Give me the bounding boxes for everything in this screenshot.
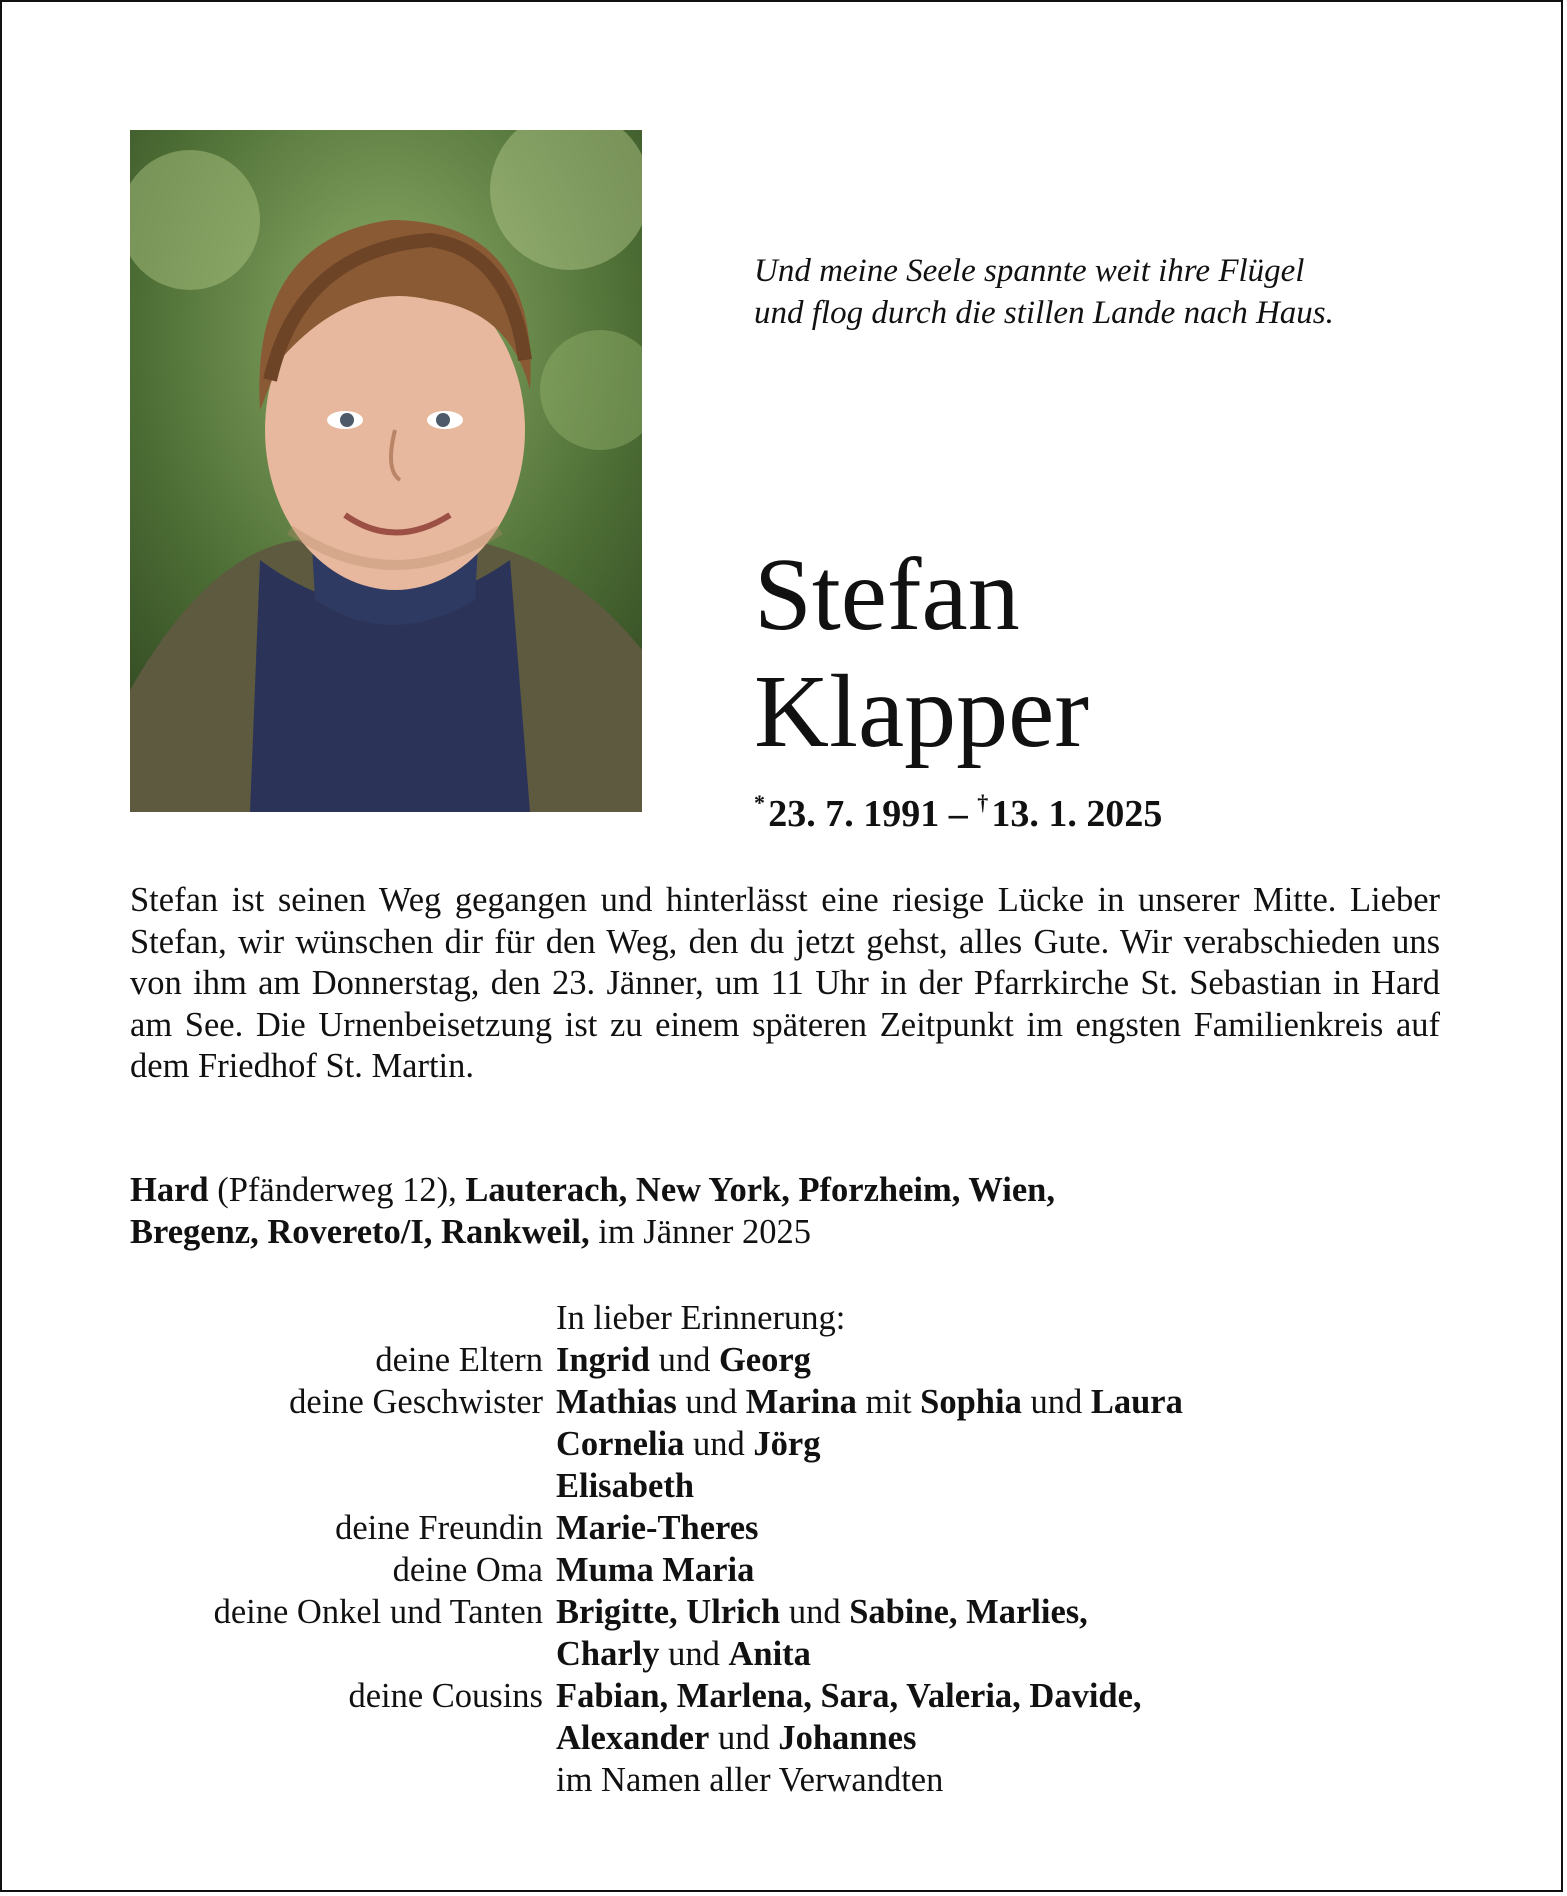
mourner-row (130, 1633, 1440, 1675)
place-hard: Hard (130, 1171, 209, 1209)
mourner-row (130, 1717, 1440, 1759)
mourner-name: Marie-Theres (556, 1509, 759, 1547)
date-separator: – (939, 793, 978, 835)
mourner-name: Alexander (556, 1719, 710, 1757)
mourner-names (556, 1549, 754, 1591)
mourner-name: Anita (728, 1635, 811, 1673)
death-date: 13. 1. 2025 (991, 793, 1163, 835)
mourner-names (556, 1507, 758, 1549)
mourner-name: Fabian, Marlena, Sara, Valeria, Davide, (556, 1677, 1142, 1715)
memory-heading-row (130, 1297, 1440, 1339)
announcement-text: Stefan ist seinen Weg gegangen und hinterlässt eine riesige Lücke in unserer Mitte. Lieber Stefan, wir wünschen dir für den Weg, den du jetzt gehst, alles Gute. Wir verabschieden uns von ihm am Donnerstag, den 23. Jänner, um 11 Uhr in der Pfarrkirche St. Sebastian in Hard am See. Die Urnenbeisetzung ist zu einem späteren Zeitpunkt im engsten Familienkreis auf dem Friedhof St. Martin. (130, 881, 1440, 1085)
mourner-names (556, 1381, 1183, 1423)
announcement-date: im Jänner 2025 (589, 1212, 811, 1251)
places-line1: Lauterach, New York, Pforzheim, Wien, (465, 1171, 1055, 1209)
relation-label: deine Oma (392, 1551, 543, 1589)
mourner-rows (130, 1339, 1440, 1759)
relation-label (130, 1465, 556, 1507)
mourner-row (130, 1507, 1440, 1549)
relation-label: deine Onkel und Tanten (213, 1593, 543, 1631)
memory-closing: im Namen aller Verwandten (556, 1761, 944, 1799)
relation-label: deine Eltern (375, 1341, 543, 1379)
connector-text: mit (856, 1383, 921, 1421)
mourner-row (130, 1465, 1440, 1507)
relation-label (130, 1633, 556, 1675)
mourner-name: Muma Maria (556, 1551, 755, 1589)
mourner-names (556, 1675, 1142, 1717)
relation-label (130, 1717, 556, 1759)
mourner-row (130, 1423, 1440, 1465)
mourner-row (130, 1381, 1440, 1423)
relation-label: deine Freundin (335, 1509, 543, 1547)
mourner-name: Laura (1090, 1383, 1183, 1421)
mourner-name: Brigitte, Ulrich (556, 1593, 781, 1631)
quote-line-2: und flog durch die stillen Lande nach Haus. (754, 295, 1334, 331)
places-line2: Bregenz, Rovereto/I, Rankweil, (130, 1212, 590, 1251)
quote-line-1: Und meine Seele spannte weit ihre Flügel (754, 253, 1305, 289)
relation-label: deine Cousins (348, 1677, 543, 1715)
connector-text: und (676, 1383, 746, 1421)
connector-text: und (659, 1635, 729, 1673)
death-symbol: † (977, 790, 989, 815)
connector-text: und (1021, 1383, 1091, 1421)
mourner-name: Johannes (778, 1719, 917, 1757)
mourner-row (130, 1549, 1440, 1591)
mourner-name: Jörg (753, 1425, 821, 1463)
mourner-names (556, 1591, 1088, 1633)
mourner-name: Marina (745, 1383, 857, 1421)
mourner-name: Georg (718, 1341, 811, 1379)
mourner-row (130, 1339, 1440, 1381)
mourner-name: Elisabeth (556, 1467, 695, 1505)
life-dates (754, 780, 1162, 837)
mourner-names (556, 1633, 811, 1675)
memory-heading: In lieber Erinnerung: (556, 1299, 846, 1337)
portrait-illustration (130, 130, 642, 812)
relation-label: deine Geschwister (289, 1383, 543, 1421)
first-name: Stefan (754, 537, 1020, 652)
connector-text: und (780, 1593, 850, 1631)
connector-text: und (649, 1341, 719, 1379)
mourners-list (130, 1297, 1440, 1801)
mourner-names (556, 1339, 811, 1381)
mourner-name: Mathias (556, 1383, 677, 1421)
mourner-names (556, 1423, 820, 1465)
memory-closing-row (130, 1759, 1440, 1801)
birth-date: 23. 7. 1991 (768, 793, 940, 835)
places-line (130, 1170, 1440, 1253)
last-name: Klapper (754, 654, 1089, 769)
place-address: (Pfänderweg 12), (208, 1171, 466, 1209)
mourner-name: Ingrid (556, 1341, 650, 1379)
mourner-names (556, 1465, 694, 1507)
mourner-name: Sabine, Marlies, (849, 1593, 1088, 1631)
relation-label (130, 1423, 556, 1465)
mourner-row (130, 1591, 1440, 1633)
mourner-names (556, 1717, 916, 1759)
epigraph-quote (754, 250, 1514, 334)
mourner-name: Cornelia (556, 1425, 685, 1463)
portrait-photo (130, 130, 642, 812)
birth-symbol: * (754, 790, 765, 815)
deceased-name (754, 536, 1089, 770)
connector-text: und (709, 1719, 779, 1757)
mourner-name: Charly (556, 1635, 660, 1673)
mourner-row (130, 1675, 1440, 1717)
mourner-name: Sophia (920, 1383, 1022, 1421)
connector-text: und (684, 1425, 754, 1463)
